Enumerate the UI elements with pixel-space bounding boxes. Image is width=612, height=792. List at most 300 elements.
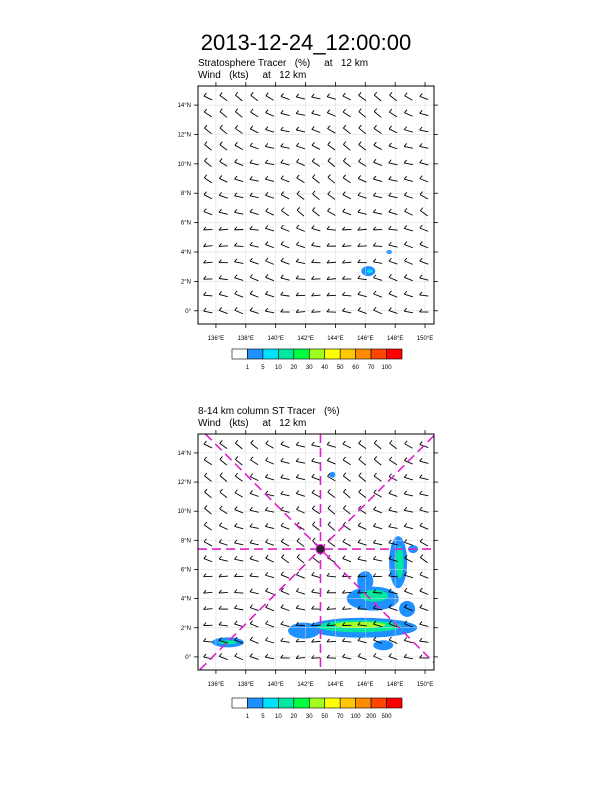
wind-barb (219, 625, 228, 626)
wind-barb (204, 457, 207, 460)
wind-barb (281, 475, 284, 478)
wind-barb (281, 655, 284, 658)
wind-barb (204, 542, 212, 546)
wind-barb (266, 588, 269, 591)
wind-barb (420, 655, 423, 658)
wind-barb (281, 591, 289, 594)
wind-barb (234, 556, 237, 559)
wind-barb (342, 641, 351, 642)
wind-barb (373, 592, 382, 593)
wind-barb (359, 456, 362, 459)
wind-barb (312, 522, 315, 525)
wind-barb (343, 492, 350, 498)
colorbar-label: 5 (261, 714, 265, 720)
wind-barb (234, 593, 243, 594)
wind-barb (250, 524, 253, 527)
wind-barb (281, 494, 290, 496)
wind-barb (359, 440, 362, 443)
wind-barb (312, 557, 319, 563)
wind-barb (312, 575, 321, 577)
wind-barb (266, 444, 274, 449)
wind-barb (404, 477, 413, 480)
wind-barb (281, 605, 284, 608)
wind-barb (250, 507, 253, 510)
wind-barb (420, 605, 423, 608)
panel1-title: Stratosphere Tracer (%) at 12 km (198, 58, 369, 69)
wind-barb (420, 555, 423, 558)
lat-tick-label: 14°N (177, 103, 191, 110)
colorbar-box (371, 698, 386, 708)
wind-barb (390, 440, 393, 443)
wind-barb (250, 605, 253, 608)
wind-barb (296, 494, 305, 497)
wind-barb (281, 458, 284, 461)
wind-barb (296, 572, 299, 575)
wind-barb (250, 637, 253, 640)
wind-barb (404, 458, 407, 461)
wind-barb (358, 556, 361, 559)
wind-barb (420, 558, 427, 563)
colorbar-box (387, 698, 402, 708)
wind-barb (373, 559, 382, 561)
wind-barb (374, 440, 377, 443)
wind-barb (235, 624, 244, 627)
lat-tick-label: 0° (185, 654, 191, 661)
wind-barb (250, 573, 253, 576)
wind-barb (204, 592, 213, 593)
colorbar-label: 60 (352, 365, 359, 371)
wind-barb (327, 576, 336, 577)
wind-barb (296, 608, 305, 610)
wind-barb (296, 478, 305, 480)
wind-barb (281, 491, 284, 494)
wind-barb (220, 473, 223, 476)
wind-barb (266, 461, 274, 465)
wind-barb (404, 474, 407, 477)
wind-barb (250, 624, 258, 627)
wind-barb (250, 621, 253, 624)
wind-barb (296, 605, 299, 608)
wind-barb (420, 624, 429, 626)
wind-barb (312, 592, 321, 593)
lon-tick-label: 146°E (357, 682, 374, 688)
wind-barb (235, 456, 238, 459)
wind-barb (405, 441, 408, 444)
lat-tick-label: 4°N (180, 596, 191, 603)
colorbar-box (356, 698, 371, 708)
wind-barb (327, 445, 336, 448)
wind-barb (265, 523, 268, 526)
lon-tick-label: 148°E (386, 682, 404, 688)
tracer-patch (373, 640, 393, 650)
wind-barb (265, 507, 268, 510)
wind-barb (327, 461, 335, 465)
wind-barb (235, 443, 242, 449)
wind-barb (235, 523, 238, 526)
wind-barb (296, 475, 299, 478)
wind-barb (374, 443, 381, 449)
wind-barb (327, 655, 330, 658)
wind-barb (204, 473, 207, 476)
wind-barb (235, 476, 242, 481)
wind-barb (312, 474, 315, 477)
wind-barb (420, 575, 428, 578)
wind-barb (312, 461, 321, 463)
wind-barb (404, 588, 407, 591)
wind-barb (204, 641, 213, 642)
wind-barb (297, 557, 304, 563)
wind-barb (219, 539, 222, 542)
wind-barb (327, 609, 336, 610)
wind-barb (389, 637, 392, 640)
wind-barb (343, 473, 346, 476)
wind-barb (327, 458, 330, 461)
lat-tick-label: 0° (185, 308, 191, 315)
wind-barb (312, 625, 321, 626)
wind-barb (265, 539, 268, 542)
wind-barb (328, 541, 335, 546)
lon-tick-label: 138°E (237, 682, 255, 688)
wind-barb (312, 525, 319, 531)
wind-barb (420, 591, 428, 594)
wind-barb (374, 507, 377, 510)
wind-barb (281, 641, 290, 642)
colorbar-label: 100 (350, 714, 361, 720)
wind-barb (234, 543, 243, 545)
wind-barb (219, 576, 228, 577)
lat-tick-label: 6°N (180, 220, 191, 227)
panel2-title: 8-14 km column ST Tracer (%) (198, 406, 340, 417)
wind-barb (250, 543, 259, 545)
wind-barb (296, 458, 299, 461)
wind-barb (219, 606, 222, 609)
wind-barb (204, 522, 207, 525)
wind-barb (219, 622, 222, 625)
lon-tick-label: 144°E (327, 682, 344, 688)
wind-barb (296, 506, 299, 509)
wind-barb (265, 474, 268, 477)
wind-barb (328, 558, 336, 563)
wind-barb (281, 523, 284, 526)
wind-barb (296, 445, 305, 447)
wind-barb (358, 523, 361, 526)
colorbar-label: 1 (245, 714, 250, 720)
wind-barb (265, 572, 268, 575)
wind-barb (389, 490, 392, 493)
wind-barb (312, 477, 320, 480)
wind-barb (250, 608, 259, 611)
wind-barb (389, 608, 397, 611)
colorbar-label: 500 (381, 714, 392, 720)
wind-barb (220, 456, 223, 459)
wind-barb (296, 442, 299, 445)
wind-barb (327, 573, 330, 576)
wind-barb (404, 539, 407, 542)
wind-barb (265, 637, 268, 640)
wind-barb (204, 556, 207, 559)
wind-barb (328, 522, 331, 525)
wind-barb (358, 653, 361, 656)
wind-barb (404, 507, 407, 510)
colorbar-box (247, 698, 262, 708)
colorbar-label: 30 (305, 714, 313, 720)
lat-tick-label: 6°N (180, 567, 191, 574)
wind-barb (373, 523, 376, 526)
wind-barb (266, 555, 269, 558)
wind-barb (265, 477, 274, 480)
colorbar-label: 30 (305, 365, 313, 371)
wind-barb (219, 653, 222, 656)
wind-barb (343, 457, 346, 460)
wind-barb (250, 592, 259, 594)
wind-barb (359, 473, 362, 476)
wind-barb (219, 523, 222, 526)
wind-barb (420, 621, 423, 624)
wind-barb (281, 638, 284, 641)
colorbar-label: 50 (336, 365, 344, 371)
wind-barb (343, 444, 351, 448)
colorbar-label: 40 (321, 365, 329, 371)
wind-barb (328, 505, 331, 508)
wind-barb (220, 443, 227, 448)
wind-barb (420, 494, 429, 496)
wind-barb (250, 556, 253, 559)
wind-barb (251, 457, 254, 460)
lat-tick-label: 10°N (177, 509, 191, 516)
wind-barb (297, 541, 304, 546)
wind-barb (420, 608, 428, 611)
wind-barb (250, 527, 259, 529)
colorbar-box (309, 698, 324, 708)
wind-barb (234, 590, 237, 593)
wind-barb (296, 588, 299, 591)
wind-barb (327, 641, 336, 642)
wind-barb (266, 441, 269, 444)
lon-tick-label: 140°E (267, 682, 284, 688)
lat-tick-label: 8°N (180, 538, 191, 545)
wind-barb (420, 641, 429, 642)
lat-tick-label: 10°N (177, 161, 191, 168)
colorbar-label: 20 (290, 714, 298, 720)
wind-barb (312, 493, 320, 497)
panel1-subtitle: Wind (kts) at 12 km (198, 70, 307, 81)
wind-barb (281, 575, 289, 578)
wind-barb (281, 542, 289, 546)
lon-tick-label: 140°E (267, 336, 284, 342)
wind-barb (204, 559, 212, 562)
wind-barb (420, 478, 429, 480)
colorbar-label: 50 (321, 714, 329, 720)
colorbar-label: 10 (275, 714, 282, 720)
wind-barb (404, 542, 412, 545)
wind-barb (373, 556, 376, 559)
colorbar-box (325, 698, 340, 708)
colorbar-box (232, 698, 247, 708)
wind-barb (420, 526, 428, 529)
colorbar-box (278, 698, 293, 708)
wind-barb (235, 440, 238, 443)
wind-barb (420, 638, 423, 641)
wind-barb (204, 525, 211, 530)
wind-barb (404, 526, 413, 528)
wind-barb (265, 657, 274, 659)
wind-barb (219, 556, 222, 559)
wind-barb (266, 607, 274, 611)
wind-barb (312, 641, 321, 642)
wind-barb (312, 458, 315, 461)
wind-barb (404, 591, 412, 594)
wind-barb (235, 526, 244, 528)
wind-barb (312, 589, 315, 592)
colorbar-label: 10 (275, 365, 282, 371)
wind-barb (220, 459, 227, 465)
wind-barb (358, 539, 361, 542)
wind-barb (250, 640, 258, 643)
wind-barb (219, 526, 227, 530)
wind-barb (204, 609, 213, 610)
wind-barb (281, 478, 290, 480)
wind-barb (281, 461, 290, 463)
wind-barb (342, 609, 351, 610)
lat-tick-label: 2°N (180, 625, 191, 632)
wind-barb (204, 441, 207, 444)
wind-barb (266, 458, 269, 461)
wind-barb (343, 441, 346, 444)
wind-barb (281, 441, 284, 444)
lat-tick-label: 12°N (177, 480, 191, 487)
wind-barb (404, 657, 413, 659)
wind-barb (220, 476, 227, 482)
wind-barb (281, 621, 284, 624)
wind-barb (404, 494, 413, 496)
lon-tick-label: 138°E (237, 336, 255, 342)
lon-tick-label: 144°E (327, 336, 344, 342)
wind-barb (420, 461, 429, 463)
wind-barb (312, 490, 315, 493)
wind-barb (266, 591, 274, 594)
wind-barb (250, 477, 258, 481)
wind-barb (251, 443, 258, 449)
panel2-colorbar (232, 698, 402, 720)
wind-barb (343, 505, 346, 508)
wind-barb (342, 654, 345, 657)
wind-barb (404, 637, 407, 640)
wind-barb (235, 490, 238, 493)
wind-barb (234, 605, 237, 608)
colorbar-label: 70 (336, 714, 344, 720)
wind-barb (343, 489, 346, 492)
wind-barb (358, 638, 361, 641)
wind-barb (266, 624, 274, 627)
wind-barb (251, 440, 254, 443)
tracer-patch (396, 546, 404, 578)
wind-barb (204, 476, 211, 482)
wind-barb (374, 493, 382, 497)
wind-barb (281, 572, 284, 575)
wind-barb (374, 456, 377, 459)
wind-barb (234, 608, 243, 610)
wind-barb (359, 443, 366, 448)
wind-barb (404, 491, 407, 494)
wind-barb (420, 458, 423, 461)
wind-barb (297, 554, 300, 557)
lon-tick-label: 150°E (416, 682, 434, 688)
wind-barb (281, 444, 289, 447)
wind-barb (420, 507, 423, 510)
wind-barb (250, 493, 258, 496)
wind-barb (250, 490, 253, 493)
wind-barb (266, 621, 269, 624)
wind-barb (235, 473, 238, 476)
wind-barb (359, 476, 366, 482)
wind-barb (250, 589, 253, 592)
wind-barb (420, 588, 423, 591)
wind-barb (312, 506, 315, 509)
wind-barb (342, 638, 345, 641)
wind-barb (359, 489, 362, 492)
colorbar-box (263, 698, 278, 708)
panel2-subtitle: Wind (kts) at 12 km (198, 418, 307, 429)
wind-barb (389, 457, 392, 460)
wind-barb (389, 507, 392, 510)
wind-barb (235, 621, 238, 624)
wind-barb (265, 526, 274, 528)
lon-tick-label: 150°E (416, 336, 434, 342)
wind-barb (297, 538, 300, 541)
wind-barb (220, 489, 223, 492)
wind-barb (404, 523, 407, 526)
wind-barb (266, 558, 274, 562)
wind-barb (204, 505, 207, 508)
wind-barb (250, 559, 259, 562)
wind-barb (220, 506, 223, 509)
lat-tick-label: 8°N (180, 191, 191, 198)
colorbar-label: 70 (367, 365, 375, 371)
wind-barb (220, 440, 223, 443)
wind-barb (342, 657, 351, 659)
colorbar-label: 5 (261, 365, 265, 371)
wind-barb (343, 559, 351, 562)
wind-barb (312, 658, 321, 659)
wind-barb (312, 445, 321, 447)
wind-barb (235, 493, 243, 497)
wind-barb (420, 542, 428, 546)
wind-barb (296, 491, 299, 494)
wind-barb (281, 558, 288, 563)
colorbar-box (340, 698, 355, 708)
page-title: 2013-12-24_12:00:00 (200, 30, 412, 55)
wind-barb (374, 653, 377, 656)
wind-barb (234, 559, 243, 561)
wind-barb (204, 460, 212, 465)
wind-barb (420, 572, 423, 575)
wind-barb (219, 559, 228, 561)
wind-barb (296, 658, 305, 659)
wind-barb (328, 489, 331, 492)
lon-tick-label: 146°E (357, 336, 374, 342)
wind-barb (420, 441, 423, 444)
wind-barb (343, 476, 350, 482)
wind-barb (220, 492, 227, 497)
storm-center-marker (316, 545, 325, 554)
wind-barb (389, 527, 398, 529)
wind-barb (389, 524, 392, 527)
wind-barb (265, 640, 274, 643)
wind-barb (404, 640, 413, 643)
wind-barb (281, 507, 284, 510)
wind-barb (281, 608, 289, 611)
wind-barb (219, 592, 228, 593)
